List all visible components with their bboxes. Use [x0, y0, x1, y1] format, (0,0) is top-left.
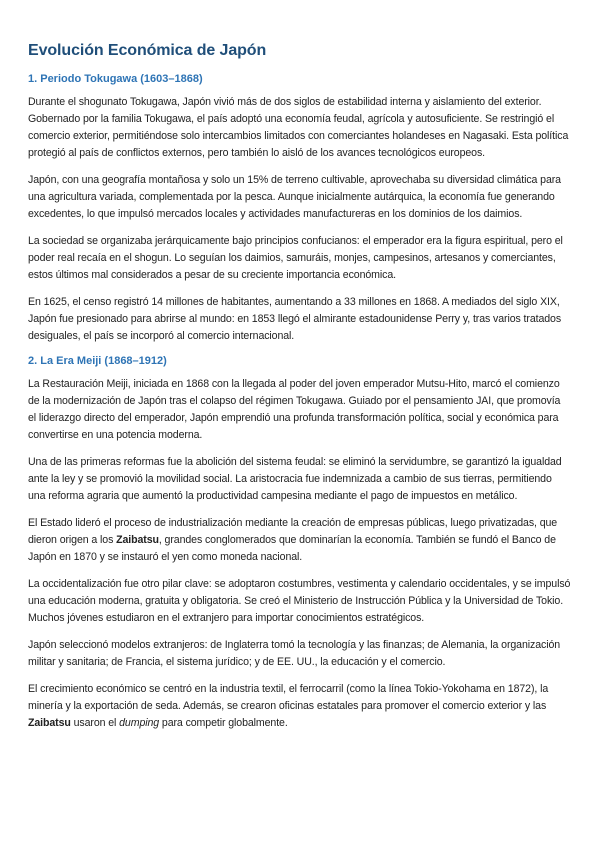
- text-run: usaron el: [70, 717, 120, 729]
- paragraph: Japón, con una geografía montañosa y solo un 15% de terreno cultivable, aprovechaba su diversidad climática para una agricultura variada, complementada por la pesca. Aunque inicialmente autárquica, la economía fue generando excedentes, lo que impulsó mercados locales y actividades manufactureras en los dominios de los daimios.: [28, 174, 561, 220]
- zaibatsu-term: Zaibatsu: [28, 717, 71, 729]
- section-heading-meiji: 2. La Era Meiji (1868–1912): [28, 355, 167, 367]
- paragraph: La Restauración Meiji, iniciada en 1868 con la llegada al poder del joven emperador Mutsu-Hito, marcó el comienzo de la modernización de Japón tras el colapso del régimen Tokugawa. Guiado por el pensamiento JAI, que promovía el liderazgo directo del emperador, Japón emprendió una profunda transformación política, social y económica para convertirse en una potencia moderna.: [28, 378, 561, 441]
- text-run: para competir globalmente.: [159, 717, 288, 729]
- paragraph: [28, 681, 571, 732]
- paragraph: [28, 515, 571, 566]
- paragraph: Japón seleccionó modelos extranjeros: de Inglaterra tomó la tecnología y las finanzas; de Alemania, la organización militar y sanitaria; de Francia, el sistema jurídico; y de EE. UU., la educación y el comercio.: [28, 639, 561, 668]
- paragraph: La occidentalización fue otro pilar clave: se adoptaron costumbres, vestimenta y calendario occidentales, y se impulsó una educación moderna, gratuita y obligatoria. Se creó el Ministerio de Instrucción Pública y la Universidad de Tokio. Muchos jóvenes estudiaron en el extranjero para importar conocimientos estratégicos.: [28, 578, 571, 624]
- paragraph: En 1625, el censo registró 14 millones de habitantes, aumentando a 33 millones en 1868. A mediados del siglo XIX, Japón fue presionado para abrirse al mundo: en 1853 llegó el almirante estadounidense Perry y, tras varios tratados desiguales, el país se incorporó al comercio internacional.: [28, 296, 562, 342]
- paragraph: Durante el shogunato Tokugawa, Japón vivió más de dos siglos de estabilidad interna y aislamiento del exterior. Gobernado por la familia Tokugawa, el país adoptó una economía feudal, agrícola y autosuficiente. Se restringió el comercio exterior, permitiéndose solo intercambios limitados con comerciantes holandeses en Nagasaki. Esta política protegió al país de conflictos externos, pero también lo aisló de los avances tecnológicos europeos.: [28, 96, 569, 159]
- paragraph: Una de las primeras reformas fue la abolición del sistema feudal: se eliminó la servidumbre, se garantizó la igualdad ante la ley y se promovió la movilidad social. La aristocracia fue indemnizada a cambio de sus tierras, permitiendo una reforma agraria que aumentó la productividad campesina mediante el pago de impuestos en metálico.: [28, 456, 562, 502]
- dumping-term: dumping: [119, 717, 160, 729]
- document-title: Evolución Económica de Japón: [28, 42, 267, 59]
- text-run: El crecimiento económico se centró en la industria textil, el ferrocarril (como la línea Tokio-Yokohama en 1872), la minería y la exportación de seda. Además, se crearon oficinas estatales para promover el comercio exterior y las: [28, 683, 549, 712]
- section-heading-tokugawa: 1. Periodo Tokugawa (1603–1868): [28, 73, 203, 85]
- zaibatsu-term: Zaibatsu: [116, 534, 159, 546]
- text-run: , grandes conglomerados que dominarían la economía. También se fundó el Banco de Japón en 1870 y se instauró el yen como moneda nacional.: [28, 534, 556, 563]
- paragraph: La sociedad se organizaba jerárquicamente bajo principios confucianos: el emperador era la figura espiritual, pero el poder real recaía en el shogun. Lo seguían los daimios, samuráis, monjes, campesinos, artesanos y comerciantes, estos últimos mal considerados a pesar de su creciente importancia económica.: [28, 235, 563, 281]
- text-run: El Estado lideró el proceso de industrialización mediante la creación de empresas públicas, luego privatizadas, que dieron origen a los: [28, 517, 558, 546]
